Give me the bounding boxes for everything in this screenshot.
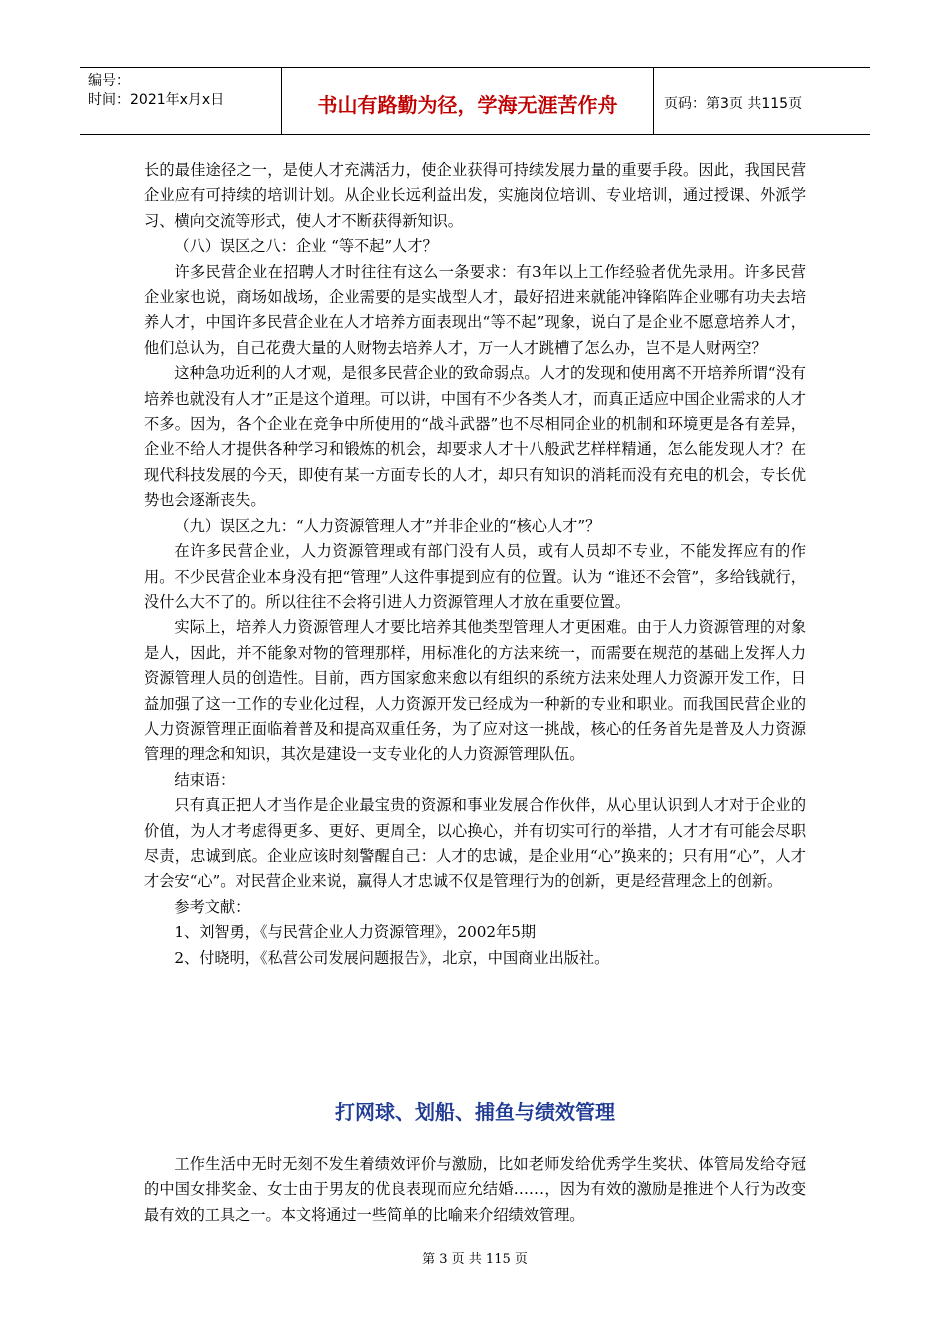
paragraph: （九）误区之九：“人力资源管理人才”并非企业的“核心人才”？ [174, 516, 601, 535]
document-body [144, 158, 806, 971]
header-meta [80, 68, 282, 134]
article-intro: 工作生活中无时无刻不发生着绩效评价与激励，比如老师发给优秀学生奖状、体管局发给夺冠的中国女排奖金、女士由于男友的优良表现而应允结婚……，因为有效的激励是推进个人行为改变最有效的工具之一。本文将通过一些简单的比喻来介绍绩效管理。 [144, 1155, 806, 1224]
paragraph: 许多民营企业在招聘人才时往往有这么一条要求：有3年以上工作经验者优先录用。许多民营企业家也说，商场如战场，企业需要的是实战型人才，最好招进来就能冲锋陷阵企业哪有功夫去培养人才，中国许多民营企业在人才培养方面表现出“等不起”现象，说白了是企业不愿意培养人才，他们总认为，自己花费大量的人财物去培养人才，万一人才跳槽了怎么办，岂不是人财两空？ [144, 262, 806, 357]
paragraph: 结束语： [174, 770, 236, 789]
paragraph: 实际上，培养人力资源管理人才要比培养其他类型管理人才更困难。由于人力资源管理的对象是人，因此，并不能象对物的管理那样，用标准化的方法来统一，而需要在规范的基础上发挥人力资源管理人员的创造性。目前，西方国家愈来愈以有组织的系统方法来处理人力资源开发工作，日益加强了这一工作的专业化过程，人力资源开发已经成为一种新的专业和职业。而我国民营企业的人力资源管理正面临着普及和提高双重任务，为了应对这一挑战，核心的任务首先是普及人力资源管理的理念和知识，其次是建设一支专业化的人力资源管理队伍。 [144, 618, 806, 764]
number-label: 编号： [88, 73, 130, 89]
article-title: 打网球、划船、捕鱼与绩效管理 [335, 1100, 615, 1124]
page-header [80, 67, 870, 135]
paragraph: 这种急功近利的人才观，是很多民营企业的致命弱点。人才的发现和使用离不开培养所谓“没有培养也就没有人才”正是这个道理。可以讲，中国有不少各类人才，而真正适应中国企业需求的人才不多。因为，各个企业在竞争中所使用的“战斗武器”也不尽相同企业的机制和环境更是各有差异，企业不给人才提供各种学习和锻炼的机会，却要求人才十八般武艺样样精通，怎么能发现人才？在现代科技发展的今天，即使有某一方面专长的人才，却只有知识的消耗而没有充电的机会，专长优势也会逐渐丧失。 [144, 364, 806, 510]
paragraph: 在许多民营企业，人力资源管理或有部门没有人员，或有人员却不专业，不能发挥应有的作用。不少民营企业本身没有把“管理”人这件事提到应有的位置。认为 “谁还不会管”，多给钱就行，没什么大不了的。所以往往不会将引进人力资源管理人才放在重要位置。 [144, 542, 806, 611]
paragraph: 长的最佳途径之一，是使人才充满活力，使企业获得可持续发展力量的重要手段。因此，我国民营企业应有可持续的培训计划。从企业长远利益出发，实施岗位培训、专业培训，通过授课、外派学习、横向交流等形式，使人才不断获得新知识。 [144, 161, 806, 230]
paragraph: （八）误区之八：企业 “等不起”人才？ [174, 237, 438, 256]
date-label: 时间：2021年x月x日 [88, 92, 225, 108]
paragraph: 只有真正把人才当作是企业最宝贵的资源和事业发展合作伙伴，从心里认识到人才对于企业的价值，为人才考虑得更多、更好、更周全，以心换心，并有切实可行的举措，人才才有可能会尽职尽责，忠诚到底。企业应该时刻警醒自己：人才的忠诚，是企业用“心”换来的；只有用“心”，人才才会安“心”。对民营企业来说，赢得人才忠诚不仅是管理行为的创新，更是经营理念上的创新。 [144, 796, 806, 891]
paragraph: 1、刘智勇，《与民营企业人力资源管理》，2002年5期 [174, 923, 537, 942]
header-page-info: 页码：第3页 共115页 [664, 96, 803, 112]
header-motto: 书山有路勤为径，学海无涯苦作舟 [282, 68, 654, 134]
paragraph: 2、付晓明，《私营公司发展问题报告》，北京，中国商业出版社。 [174, 948, 610, 967]
page-footer: 第 3 页 共 115 页 [422, 1252, 528, 1267]
paragraph: 参考文献： [174, 897, 251, 916]
